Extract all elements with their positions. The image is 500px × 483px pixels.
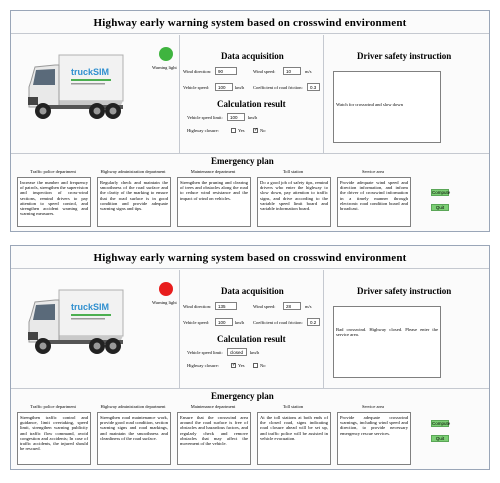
- calculation-title: Calculation result: [217, 99, 286, 109]
- vehicle-speed-input[interactable]: 100: [215, 318, 233, 326]
- section-divider: [11, 388, 489, 389]
- emergency-plan-title: Emergency plan: [211, 156, 274, 166]
- divider: [323, 35, 324, 153]
- dept-service-area-text: Provide adequate wind speed and direction information, and inform the driver of crosswind information in a timely manner through electronic road condition board and broadcast.: [337, 177, 411, 227]
- speed-limit-label: Vehicle speed limit:: [187, 115, 223, 120]
- closure-no-label: No: [260, 128, 266, 133]
- warning-light-label: Warning light: [152, 65, 177, 70]
- speed-limit-unit: km/h: [250, 350, 260, 355]
- friction-label: Coefficient of road friction:: [253, 85, 303, 90]
- warning-light-label: Warning light: [152, 300, 177, 305]
- dept-service-area-text: Provide adequate crosswind warnings, including wind speed and direction, to provide necessary emergency rescue services.: [337, 412, 411, 465]
- divider: [179, 270, 180, 388]
- dept-maintenance-text: Ensure that the crosswind area around the road surface is free of obstacles and hazardous factors, and regularly check and remove obstacles that may affect the movement of the vehicle.: [177, 412, 251, 465]
- dept-toll-station-label: Toll station: [282, 169, 304, 174]
- closure-yes-checkbox[interactable]: [231, 128, 236, 133]
- dept-traffic-police-text: Increase the number and frequency of patrols, strengthen the supervision and inspection of cross-wind sections, remind drivers to pay attention to speed control, and strengthen accident warning and warning measures.: [17, 177, 91, 227]
- wind-direction-input[interactable]: 135: [215, 302, 237, 310]
- section-divider: [11, 153, 489, 154]
- dept-toll-station-label: Toll station: [282, 404, 304, 409]
- highway-closure-label: Highway closure:: [187, 363, 219, 368]
- dept-toll-station-text: Do a good job of safety tips, remind drivers who enter the highway to slow down, pay attention to traffic signs, and drive according to the variable speed limit board and variable information board.: [257, 177, 331, 227]
- system-window-normal: [10, 10, 490, 232]
- system-window-closed: [10, 245, 490, 470]
- dept-traffic-police-label: Traffic police department: [30, 169, 76, 174]
- dept-service-area-label: Service area: [361, 404, 385, 409]
- vehicle-speed-label: Vehicle speed:: [183, 320, 210, 325]
- friction-input[interactable]: 0.3: [307, 83, 320, 91]
- dept-highway-admin-text: Strengthen road maintenance work, provide good road condition, section warning signs and road markings, and maintain the smoothness and cleanliness of the road surface.: [97, 412, 171, 465]
- truck-image: [25, 41, 125, 127]
- vehicle-speed-unit: km/h: [235, 85, 245, 90]
- vehicle-speed-unit: km/h: [235, 320, 245, 325]
- closure-no-checkbox[interactable]: [253, 363, 258, 368]
- speed-limit-unit: km/h: [248, 115, 258, 120]
- divider: [323, 270, 324, 388]
- dept-highway-admin-label: Highway administration department: [100, 404, 166, 409]
- driver-instruction-box: Watch for crosswind and slow down: [333, 71, 441, 143]
- wind-speed-label: Wind speed:: [253, 304, 276, 309]
- wind-speed-unit: m/s: [305, 69, 312, 74]
- window-title: Highway early warning system based on crosswind environment: [93, 17, 407, 29]
- quit-button[interactable]: Quit: [431, 204, 449, 211]
- warning-light-red: [159, 282, 173, 296]
- speed-limit-label: Vehicle speed limit:: [187, 350, 223, 355]
- truck-brand-text: truckSIM: [71, 302, 110, 312]
- dept-maintenance-label: Maintenance department: [190, 169, 236, 174]
- calculation-title: Calculation result: [217, 334, 286, 344]
- friction-input[interactable]: 0.2: [307, 318, 320, 326]
- emergency-plan-title: Emergency plan: [211, 391, 274, 401]
- friction-label: Coefficient of road friction:: [253, 320, 303, 325]
- vehicle-speed-input[interactable]: 100: [215, 83, 233, 91]
- quit-button[interactable]: Quit: [431, 435, 449, 442]
- closure-no-label: No: [260, 363, 266, 368]
- speed-limit-output: 100: [227, 113, 245, 121]
- title-divider: [11, 268, 489, 269]
- dept-highway-admin-label: Highway administration department: [100, 169, 166, 174]
- data-acquisition-title: Data acquisition: [221, 51, 284, 61]
- compute-button[interactable]: Compute: [432, 421, 451, 426]
- dept-service-area-label: Service area: [361, 169, 385, 174]
- warning-light-green: [159, 47, 173, 61]
- closure-yes-checkbox[interactable]: ✓: [232, 363, 237, 368]
- wind-direction-label: Wind direction:: [183, 69, 212, 74]
- dept-toll-station-text: At the toll stations at both ends of the closed road, signs indicating road closure ahead will be set up, and traffic police will be assisted in vehicle evacuation.: [257, 412, 331, 465]
- closure-no-checkbox[interactable]: ✓: [254, 128, 259, 133]
- divider: [179, 35, 180, 153]
- window-title: Highway early warning system based on crosswind environment: [93, 252, 407, 264]
- dept-traffic-police-label: Traffic police department: [30, 404, 76, 409]
- title-divider: [11, 33, 489, 34]
- truck-image: [25, 276, 125, 362]
- wind-speed-input[interactable]: 10: [283, 67, 301, 75]
- driver-instruction-box: Bad crosswind. Highway closed. Please enter the service area.: [333, 306, 441, 378]
- driver-instruction-title: Driver safety instruction: [357, 286, 452, 296]
- compute-button[interactable]: Compute: [432, 190, 451, 195]
- dept-traffic-police-text: Strengthen traffic control and guidance, limit overtaking, speed limit, strengthen warning publicity and traffic flow command, avoid congestion and accidents; In case of traffic accidents, the injured should be rescued.: [17, 412, 91, 465]
- dept-maintenance-text: Strengthen the pruning and clearing of trees and obstacles along the road to reduce wind resistance and the impact of wind on vehicles.: [177, 177, 251, 227]
- wind-speed-unit: m/s: [305, 304, 312, 309]
- wind-speed-input[interactable]: 28: [283, 302, 301, 310]
- closure-yes-label: Yes: [238, 128, 245, 133]
- truck-brand-text: truckSIM: [71, 67, 110, 77]
- closure-yes-label: Yes: [238, 363, 245, 368]
- dept-maintenance-label: Maintenance department: [190, 404, 236, 409]
- vehicle-speed-label: Vehicle speed:: [183, 85, 210, 90]
- highway-closure-label: Highway closure:: [187, 128, 219, 133]
- wind-direction-label: Wind direction:: [183, 304, 212, 309]
- driver-instruction-title: Driver safety instruction: [357, 51, 452, 61]
- wind-speed-label: Wind speed:: [253, 69, 276, 74]
- speed-limit-output: closed: [227, 348, 247, 356]
- dept-highway-admin-text: Regularly check and maintain the smoothness of the road surface and the clarity of the marking to ensure that the road surface is in good condition and provide adequate warning signs and tips.: [97, 177, 171, 227]
- wind-direction-input[interactable]: 90: [215, 67, 237, 75]
- data-acquisition-title: Data acquisition: [221, 286, 284, 296]
